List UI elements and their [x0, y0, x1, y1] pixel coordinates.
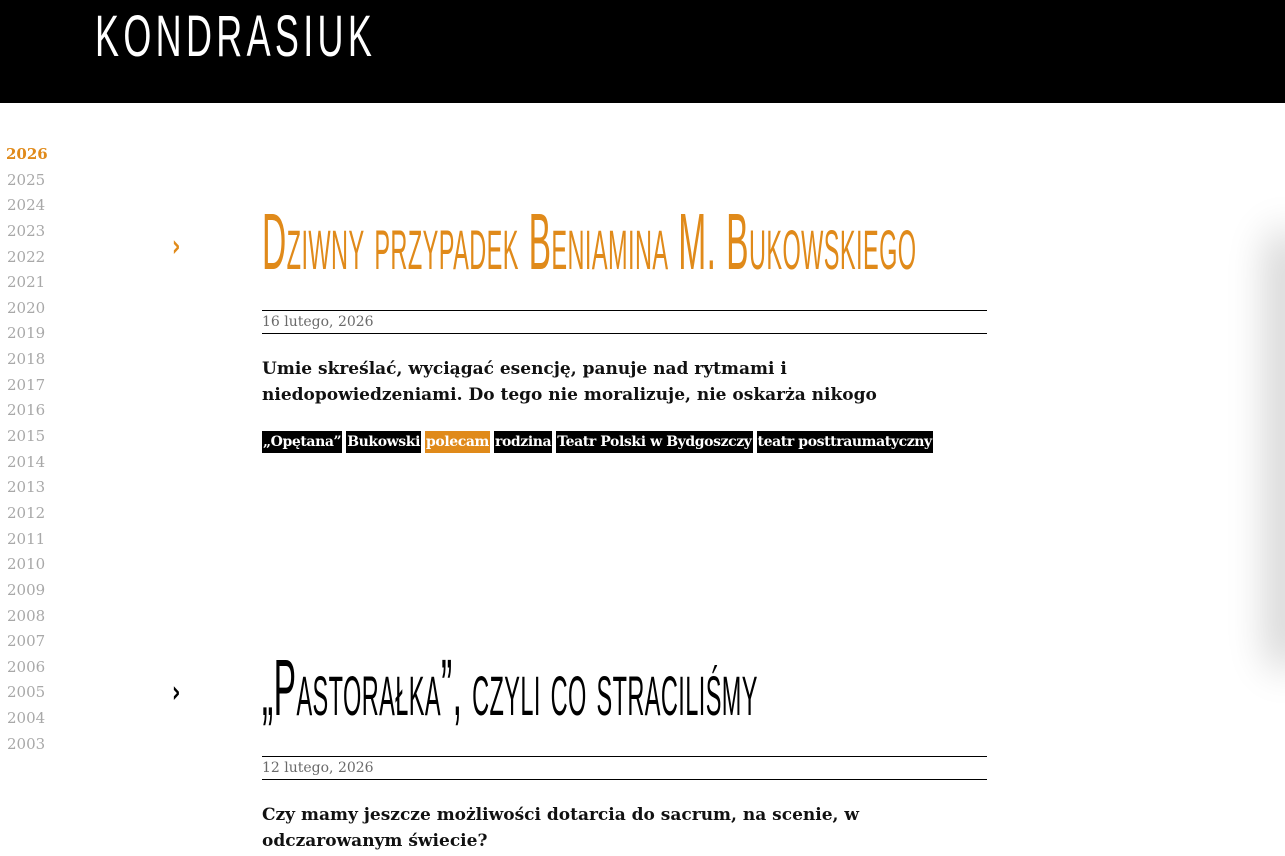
post-arrow-icon: ›: [171, 229, 181, 264]
year-link-2020[interactable]: 2020: [7, 298, 46, 317]
year-link-2010[interactable]: 2010: [7, 555, 46, 574]
tag-link[interactable]: teatr posttraumatyczny: [757, 431, 933, 453]
tag-link[interactable]: Bukowski: [346, 431, 421, 453]
year-link-2017[interactable]: 2017: [7, 375, 46, 394]
year-link-2011[interactable]: 2011: [7, 529, 46, 548]
year-link-2023[interactable]: 2023: [7, 221, 46, 240]
tag-link-highlighted[interactable]: polecam: [425, 431, 490, 453]
year-link-2005[interactable]: 2005: [7, 683, 46, 702]
year-link-2004[interactable]: 2004: [7, 709, 46, 728]
year-link-2019[interactable]: 2019: [7, 324, 46, 343]
year-link-2024[interactable]: 2024: [7, 196, 46, 215]
tag-link[interactable]: Teatr Polski w Bydgoszczy: [556, 431, 752, 453]
year-link-2022[interactable]: 2022: [7, 247, 46, 266]
tag-link[interactable]: „Opętana”: [262, 431, 342, 453]
tag-link[interactable]: rodzina: [494, 431, 552, 453]
year-link-2021[interactable]: 2021: [7, 273, 46, 292]
post-title-link[interactable]: „Pastorałka”, czyli co straciliśmy: [262, 643, 758, 732]
post-arrow-icon: ›: [171, 675, 181, 710]
post-date: 16 lutego, 2026: [262, 310, 987, 334]
post-tags: [262, 431, 937, 453]
year-link-2015[interactable]: 2015: [7, 427, 46, 446]
site-header: [0, 0, 1285, 103]
year-archive-nav: [0, 142, 60, 757]
post-excerpt: Czy mamy jeszcze możliwości dotarcia do sacrum, na scenie, w odczarowanym świecie?: [262, 805, 860, 851]
year-link-2003[interactable]: 2003: [7, 734, 46, 753]
year-link-2014[interactable]: 2014: [7, 452, 46, 471]
year-link-2007[interactable]: 2007: [7, 632, 46, 651]
post-date: 12 lutego, 2026: [262, 756, 987, 780]
post-excerpt: Umie skreślać, wyciągać esencję, panuje nad rytmami i niedopowiedzeniami. Do tego nie moralizuje, nie oskarża nikogo: [262, 359, 877, 405]
year-link-2026[interactable]: 2026: [6, 145, 48, 163]
year-link-2016[interactable]: 2016: [7, 401, 46, 420]
year-link-2012[interactable]: 2012: [7, 503, 46, 522]
year-link-2013[interactable]: 2013: [7, 478, 46, 497]
year-link-2008[interactable]: 2008: [7, 606, 46, 625]
year-link-2018[interactable]: 2018: [7, 350, 46, 369]
site-logo[interactable]: KONDRASIUK: [95, 4, 377, 69]
year-link-2006[interactable]: 2006: [7, 657, 46, 676]
year-link-2009[interactable]: 2009: [7, 580, 46, 599]
year-link-2025[interactable]: 2025: [7, 170, 46, 189]
post-title-link[interactable]: Dziwny przypadek Beniamina M. Bukowskiego: [262, 197, 917, 286]
